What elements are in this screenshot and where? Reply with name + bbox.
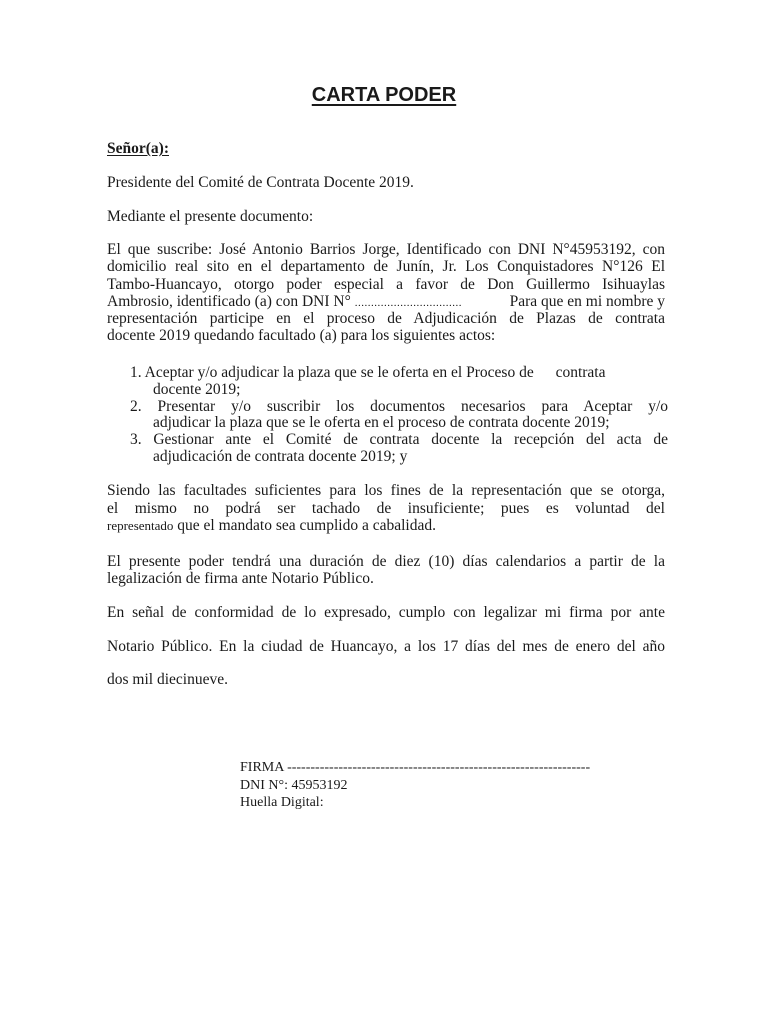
body1-line: El que suscribe: José Antonio Barrios Jorge, Identificado con DNI N°45953192, con — [107, 241, 665, 258]
body1-line: docente 2019 quedando facultado (a) para los siguientes actos: — [107, 327, 496, 344]
list-item-3-cont: adjudicación de contrata docente 2019; y — [153, 448, 408, 465]
body1-line: domicilio real sito en el departamento de Junín, Jr. Los Conquistadores N°126 El — [107, 258, 665, 275]
signature-dni: DNI N°: 45953192 — [240, 778, 348, 793]
body3-line: legalización de firma ante Notario Público. — [107, 570, 374, 587]
list-item-2-cont: adjudicar la plaza que se le oferta en el proceso de contrata docente 2019; — [153, 414, 610, 431]
body2-line: Siendo las facultades suficientes para los fines de la representación que se otorga, — [107, 482, 665, 499]
body1-line: representación participe en el proceso de Adjudicación de Plazas de contrata — [107, 310, 665, 327]
intro-line: Mediante el presente documento: — [107, 208, 314, 225]
body1-line-dni-label: Ambrosio, identificado (a) con DNI N° ................................. — [107, 293, 462, 310]
body1-line: Tambo-Huancayo, otorgo poder especial a favor de Don Guillermo Isihuaylas — [107, 276, 665, 293]
list-item-1-cont: docente 2019; — [153, 381, 241, 398]
signature-fingerprint: Huella Digital: — [240, 795, 324, 810]
body1-line-dni-tail: Para que en mi nombre y — [509, 293, 665, 310]
list-item-1: 1. Aceptar y/o adjudicar la plaza que se le oferta en el Proceso de contrata — [130, 364, 606, 381]
signature-line: FIRMA ----------------------------------------------------------------- — [240, 760, 591, 775]
body2-line: representado que el mandato sea cumplido a cabalidad. — [107, 517, 436, 534]
body4-line: Notario Público. En la ciudad de Huancayo, a los 17 días del mes de enero del año — [107, 638, 665, 655]
body4-line: En señal de conformidad de lo expresado, cumplo con legalizar mi firma por ante — [107, 604, 665, 621]
document-title: CARTA PODER — [311, 84, 457, 106]
recipient-line: Presidente del Comité de Contrata Docente 2019. — [107, 174, 414, 191]
body3-line: El presente poder tendrá una duración de diez (10) días calendarios a partir de la — [107, 553, 665, 570]
body4-line: dos mil diecinueve. — [107, 671, 228, 688]
salutation: Señor(a): — [107, 140, 169, 157]
body2-line: el mismo no podrá ser tachado de insuficiente; pues es voluntad del — [107, 500, 665, 517]
list-item-2: 2. Presentar y/o suscribir los documentos necesarios para Aceptar y/o — [130, 398, 668, 415]
blank-dots: ................................. — [354, 297, 462, 309]
list-item-3: 3. Gestionar ante el Comité de contrata docente la recepción del acta de — [130, 431, 668, 448]
